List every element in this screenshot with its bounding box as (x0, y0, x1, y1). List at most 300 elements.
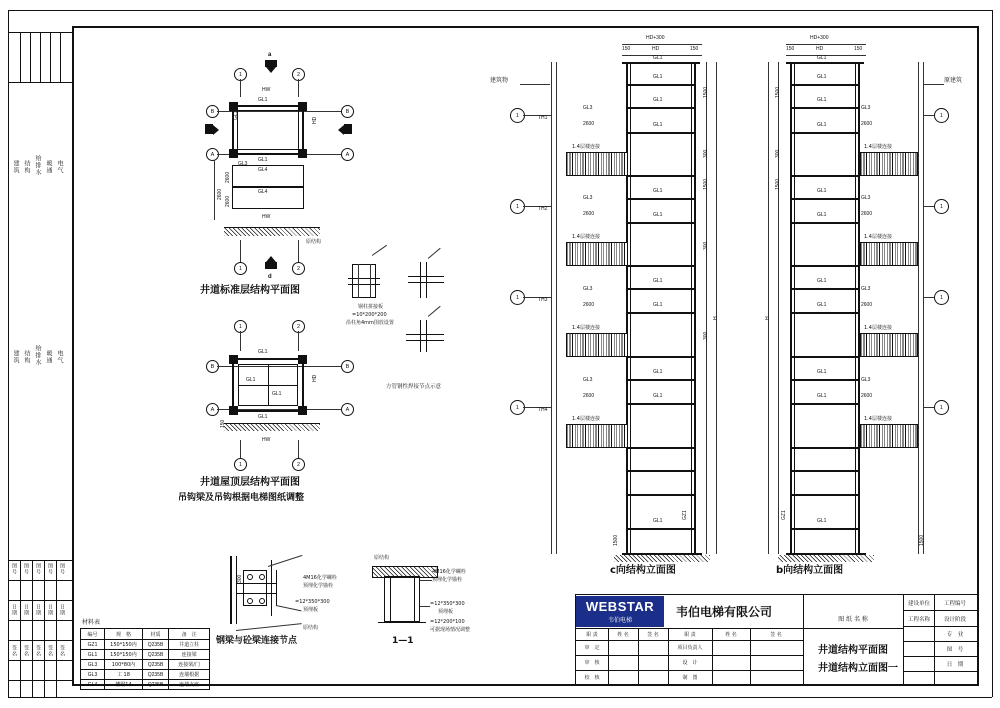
elevb-beam-16 (792, 528, 858, 530)
detail-11-title: 1—1 (392, 636, 414, 646)
joint-bolt-3 (259, 574, 265, 580)
elevc-dim-300c: 300 (703, 331, 709, 340)
staff-row1-role2: 设 计 (682, 660, 698, 666)
staff-row2-role: 校 核 (584, 675, 600, 681)
plan-roof-label-GL1-r: GL1 (272, 391, 282, 397)
left-bot-cell-d1: 图号 (47, 563, 53, 575)
detail-weld-v2 (426, 262, 427, 298)
roof-axis-bubble-B-r: B (341, 360, 354, 373)
tb-right-h3 (903, 656, 977, 657)
elevc-beam-1 (628, 84, 694, 86)
detail-splice-v2 (370, 264, 371, 298)
elevb-detail-bubble-2: 1 (934, 199, 949, 214)
elevb-dimchain-left2 (765, 62, 771, 554)
left-label-jiegou: 结构 (23, 160, 30, 174)
detail11-leader-2 (420, 606, 430, 607)
plan-std-dim-hw-top: HW (262, 87, 271, 93)
section-mark-b-label: b (206, 120, 210, 126)
left-bot-v1 (20, 560, 21, 697)
detail11-note-0: 原结构 (374, 555, 390, 561)
left-grid-v2 (30, 32, 31, 82)
axis-bubble-2-bottom: 2 (292, 262, 305, 275)
elevb-dim-top: HD+300 (810, 35, 829, 41)
material-table (80, 628, 210, 690)
elevc-landing-note-3: 1.4层楼连接 (572, 325, 600, 331)
elevc-beam-14 (628, 470, 694, 472)
section-mark-b-arrow (213, 125, 219, 135)
elevc-beam-label-16: GL1 (653, 518, 663, 524)
elevc-th1: TH1 (538, 115, 548, 121)
elevb-beam-3 (792, 132, 858, 134)
elevb-dim-top-line (786, 44, 866, 45)
elevc-column-label: GZ1 (682, 510, 688, 520)
elevc-wall-note: 建筑物 (490, 77, 509, 84)
joint-bolt-2 (247, 598, 253, 604)
detail-splice-note-0: 钢柱拼接板 (358, 304, 384, 310)
elevb-dim-base-1500: 1500 (919, 534, 925, 546)
right-field-2: 工程编号 (943, 600, 966, 607)
brand-en: WEBSTAR (585, 599, 655, 614)
cell-r0c1: 150*150内 (105, 640, 143, 650)
plan-std-dim-2600c: 2600 (225, 195, 231, 207)
elevb-dim-1500b: 1500 (775, 178, 781, 190)
elevc-dim-1500a: 1500 (703, 86, 709, 98)
axis-bubble-B-left: B (206, 105, 219, 118)
elevc-landing-2 (566, 242, 628, 266)
plan-column-1A (229, 149, 238, 158)
elevb-landing-2 (860, 242, 918, 266)
elevc-top-beam (622, 62, 700, 64)
col-header-2: 材质 (142, 629, 168, 640)
elevc-landing-4 (566, 424, 628, 448)
detail11-note-3: =12*350*300 (430, 601, 465, 607)
elevb-beam-8 (792, 288, 858, 290)
plan-roof-midbeam-v (268, 364, 269, 406)
elevb-dim-300a: 300 (775, 149, 781, 158)
axis-bubble-1-top: 1 (234, 68, 247, 81)
elevc-gl3-1: GL3 (583, 105, 593, 111)
left-label2-nuantong: 暖通 (45, 350, 52, 364)
cell-r4c1: 槽钢14 (105, 680, 143, 690)
drawing-name-label: 图 纸 名 称 (838, 615, 868, 623)
staff-header-1: 姓 名 (617, 632, 629, 638)
elevb-beam-11 (792, 379, 858, 381)
elevc-beam-12 (628, 403, 694, 405)
col-header-0: 编号 (81, 629, 105, 640)
elevc-th2: TH2 (538, 206, 548, 212)
left-bot-grid-4 (8, 640, 72, 641)
roof-axis-line-2-bot (298, 440, 299, 458)
elevb-bubble-leader-2 (923, 206, 934, 207)
left-bot-v4 (56, 560, 57, 697)
roof-column-1A (229, 406, 238, 415)
elevc-beam-10 (628, 356, 694, 358)
elevc-gl3-dim-4: 2600 (583, 393, 595, 399)
detail-splice-leader (372, 245, 387, 256)
elevc-landing-note-2: 1.4层楼连接 (572, 234, 600, 240)
left-grid-v1 (20, 32, 21, 82)
joint-note-2: =12*350*300 (295, 599, 330, 605)
joint-beam-end2 (271, 560, 272, 616)
elevb-beam-label-1: GL1 (817, 74, 827, 80)
elevb-gl3-1: GL3 (861, 105, 871, 111)
elevc-dim-1500b: 1500 (703, 178, 709, 190)
elevb-column-left-inner (794, 62, 795, 554)
elevb-detail-bubble-1: 1 (934, 108, 949, 123)
left-grid-v4 (50, 32, 51, 82)
cell-r2c3: 连接梁/门 (169, 660, 210, 670)
elevc-column-right (694, 62, 696, 554)
cell-r4c2: Q235B (142, 680, 168, 690)
right-field-4: 专 业 (946, 632, 964, 638)
detail-weld2-h1 (406, 334, 444, 335)
elevc-beam-label-12: GL1 (653, 393, 663, 399)
material-table-caption: 材料表 (82, 619, 101, 626)
table-row (81, 660, 210, 670)
table-row (81, 640, 210, 650)
elevc-detail-bubble-3: 1 (510, 290, 525, 305)
plan-std-note-original: 原结构 (306, 239, 322, 245)
detail-joint-title: 钢梁与砼梁连接节点 (216, 636, 298, 646)
right-field-0: 建设单位 (907, 600, 930, 607)
elevc-landing-1 (566, 152, 628, 176)
elevb-landing-note-1: 1.4层楼连接 (864, 144, 892, 150)
col-header-3: 备 注 (169, 629, 210, 640)
elevc-beam-3 (628, 132, 694, 134)
detail-splice-note-1: =10*200*200 (352, 312, 387, 318)
cell-r3c2: Q235B (142, 670, 168, 680)
detail-weld-leader-b (428, 306, 441, 317)
tb-right-h2 (903, 641, 977, 642)
elevb-beam-6 (792, 222, 858, 224)
elevb-column-left (790, 62, 792, 554)
elevb-gl3-3: GL3 (861, 286, 871, 292)
elevb-landing-note-4: 1.4层楼连接 (864, 416, 892, 422)
elevc-beam-7 (628, 265, 694, 267)
elevb-beam-label-8: GL1 (817, 278, 827, 284)
cell-r4c3: 连墙支座 (169, 680, 210, 690)
cell-r2c0: GL3 (81, 660, 105, 670)
detail-splice-line2 (348, 284, 380, 285)
left-label2-jianzhu: 建筑 (12, 350, 19, 364)
left-bot-cell-e1: 图号 (59, 563, 65, 575)
company-logo (576, 596, 664, 627)
elevb-beam-14 (792, 470, 858, 472)
elevb-gl3-dim-1: 2600 (861, 121, 873, 127)
joint-note-4: 原结构 (303, 625, 319, 631)
left-label-jianzhu: 建筑 (12, 160, 19, 174)
section-mark-a-arrow (266, 67, 276, 73)
elevc-dim-base-1500: 1500 (613, 534, 619, 546)
left-bot-cell-c3: 签名 (35, 645, 41, 657)
cell-r2c1: 100*80内 (105, 660, 143, 670)
elevb-wall-line (918, 62, 919, 554)
left-bot-cell-d2: 日期 (47, 604, 53, 616)
plan-std-ground-hatch (224, 228, 320, 236)
elevb-column-right (858, 62, 860, 554)
staff-header-2: 签 名 (647, 632, 659, 638)
elevc-dimchain-right2 (713, 62, 719, 554)
elevc-gl3-4: GL3 (583, 377, 593, 383)
elevb-beam-10 (792, 356, 858, 358)
joint-dim-300: 300 (237, 574, 243, 583)
elevb-beam-9 (792, 312, 858, 314)
plan-std-bay-1 (232, 165, 304, 187)
detail-splice-line1 (348, 278, 380, 279)
elevc-dim-300a: 300 (703, 149, 709, 158)
detail-splice-v1 (358, 264, 359, 298)
elevb-landing-note-2: 1.4层楼连接 (864, 234, 892, 240)
roof-axis-bubble-1-bot: 1 (234, 458, 247, 471)
roof-axis-line-2 (298, 331, 299, 351)
axis-bubble-A-left: A (206, 148, 219, 161)
cell-r0c2: Q235B (142, 640, 168, 650)
elevc-beam-16 (628, 528, 694, 530)
axis-bubble-A-right: A (341, 148, 354, 161)
elevb-dim-HD: HD (816, 46, 824, 52)
elevc-beam-6 (628, 222, 694, 224)
left-grid-v5 (60, 32, 61, 82)
left-label-nuantong: 暖通 (45, 160, 52, 174)
elevb-column-right-inner (855, 62, 856, 554)
cell-r1c3: 连接梁 (169, 650, 210, 660)
left-bot-grid-top (8, 560, 72, 561)
joint-beam-bot (236, 593, 276, 594)
elevc-beam-label-11: GL1 (653, 369, 663, 375)
tb-right-h1 (903, 626, 977, 627)
section-mark-d-arrow (266, 256, 276, 262)
staff-header-3: 职 责 (684, 632, 696, 638)
plan-standard-title: 井道标准层结构平面图 (200, 285, 300, 296)
detail-weld-h1 (408, 276, 444, 277)
elevc-th3: TH3 (538, 297, 548, 303)
right-field-1: 工程名称 (907, 616, 930, 623)
right-field-6: 日 期 (946, 662, 964, 668)
cell-r0c3: 井道立柱 (169, 640, 210, 650)
left-grid-mid (8, 82, 72, 83)
plan-std-bay-2 (232, 187, 304, 209)
detail11-v2 (414, 576, 415, 622)
table-row (81, 680, 210, 690)
sheet-title-main: 井道结构平面图 (818, 645, 888, 656)
elevc-beam-label-6: GL1 (653, 212, 663, 218)
elevc-beam-5 (628, 198, 694, 200)
roof-axis-bubble-2-bot: 2 (292, 458, 305, 471)
elevc-gl3-3: GL3 (583, 286, 593, 292)
left-bot-cell-b3: 签名 (23, 645, 29, 657)
elevc-ground-hatch (614, 555, 710, 562)
elevc-beam-label-3: GL1 (653, 122, 663, 128)
left-bot-cell-b1: 图号 (23, 563, 29, 575)
elevb-beam-15 (792, 494, 858, 496)
plan-roof-label-GL1-mid: GL1 (246, 377, 256, 383)
section-mark-a-box (265, 60, 277, 67)
left-bot-cell-c1: 图号 (35, 563, 41, 575)
left-bot-cell-a2: 日期 (11, 604, 17, 616)
left-label-dianqi: 电气 (56, 160, 63, 174)
roof-column-2A (298, 406, 307, 415)
elevb-detail-bubble-3: 1 (934, 290, 949, 305)
joint-note-0: 4M16化学螺栓 (303, 575, 337, 581)
elevb-beam-13 (792, 447, 858, 449)
left-bot-cell-e3: 签名 (59, 645, 65, 657)
roof-axis-line-1-bot (240, 440, 241, 458)
elevc-column-right-inner (691, 62, 692, 554)
elevc-detail-bubble-1: 1 (510, 108, 525, 123)
joint-wall-left (230, 556, 232, 624)
elevc-wall-leader (520, 84, 550, 85)
plan-std-label-GL1-top: GL1 (258, 97, 268, 103)
elevb-beam-5 (792, 198, 858, 200)
brand-cn: 韦伯电梯 (607, 617, 632, 624)
cell-r3c1: 工 18 (105, 670, 143, 680)
elevc-beam-2 (628, 107, 694, 109)
frame-inner-left (72, 26, 74, 686)
plan-std-label-GL1-bottom: GL1 (258, 157, 268, 163)
left-bot-v2 (32, 560, 33, 697)
joint-wall-left2 (236, 556, 237, 624)
roof-column-2B (298, 355, 307, 364)
left-bot-cell-a3: 签名 (11, 645, 17, 657)
plan-std-dim-hd: HD (312, 116, 318, 124)
joint-beam-end (276, 570, 277, 606)
elev-b-title: b向结构立面图 (776, 565, 844, 576)
roof-axis-bubble-B: B (206, 360, 219, 373)
section-mark-c-arrow (338, 125, 344, 135)
plan-column-2B (298, 102, 307, 111)
section-mark-d-label: d (268, 274, 272, 280)
elevc-dim-top: HD+300 (646, 35, 665, 41)
axis-line-2-top (298, 79, 299, 97)
elevb-gl3-4: GL3 (861, 377, 871, 383)
company-name: 韦伯电梯有限公司 (676, 605, 773, 619)
left-bot-grid-6 (8, 680, 72, 681)
joint-note-1: 预埋化学锚栓 (303, 583, 334, 589)
elevc-top-label-GL1: GL1 (653, 55, 663, 61)
elevb-bubble-leader-3 (923, 297, 934, 298)
elevb-wall-note: 原建筑 (944, 77, 963, 84)
staff-row0-role2: 项目负责人 (677, 645, 703, 651)
staff-row1-role: 审 核 (584, 660, 600, 666)
left-bot-grid-2 (8, 600, 72, 601)
detail-weld-v1 (420, 262, 421, 298)
elevb-top-beam (786, 62, 864, 64)
elevb-gl3-dim-4: 2600 (861, 393, 873, 399)
elevb-dim-150a: 150 (786, 46, 795, 52)
tb-right-h4 (903, 671, 977, 672)
plan-std-dimline-left (214, 160, 215, 220)
elevc-th4: TH4 (538, 407, 548, 413)
detail-weld2-h2 (406, 340, 444, 341)
elevc-detail-bubble-2: 1 (510, 199, 525, 214)
staff-header-4: 姓 名 (725, 632, 737, 638)
plan-std-label-GL1-left: GL1 (233, 110, 239, 120)
elevb-bubble-leader-1 (923, 115, 934, 116)
sheet-title-sub: 井道结构立面图一 (818, 663, 898, 674)
roof-axis-bubble-A-r: A (341, 403, 354, 416)
left-grid-v3 (40, 32, 41, 82)
cell-r1c0: GL1 (81, 650, 105, 660)
right-field-3: 设计阶段 (943, 616, 966, 623)
elevc-detail-bubble-4: 1 (510, 400, 525, 415)
elevb-wall-line2 (923, 62, 924, 554)
plan-roof-label-GL1-top: GL1 (258, 349, 268, 355)
elevc-wall-line (551, 62, 552, 554)
roof-axis-line-1 (240, 331, 241, 351)
elevc-gl3-dim-1: 2600 (583, 121, 595, 127)
plan-roof-dim-150: 150 (220, 419, 226, 428)
left-bot-v3 (44, 560, 45, 697)
plan-roof-title: 井道屋顶层结构平面图 (200, 477, 300, 488)
elevb-beam-4 (792, 175, 858, 177)
frame-outer-left (8, 10, 9, 697)
axis-line-1-top (240, 79, 241, 97)
cell-r4c0: GL4 (81, 680, 105, 690)
elevb-beam-label-12: GL1 (817, 393, 827, 399)
elevb-column-label: GZ1 (781, 510, 787, 520)
left-label2-dianqi: 电气 (56, 350, 63, 364)
elevb-detail-bubble-4: 1 (934, 400, 949, 415)
elevb-dim-150b: 150 (854, 46, 863, 52)
elevb-landing-1 (860, 152, 918, 176)
axis-bubble-B-right: B (341, 105, 354, 118)
joint-leader-3 (236, 623, 302, 631)
elevc-beam-4 (628, 175, 694, 177)
section-mark-d-box (265, 262, 277, 269)
joint-leader-2 (276, 605, 302, 611)
elevc-gl3-dim-2: 2600 (583, 211, 595, 217)
detail11-leader-1 (420, 580, 432, 581)
cell-r1c2: Q235B (142, 650, 168, 660)
section-mark-a-label: a (268, 52, 272, 58)
elevb-gl3-2: GL3 (861, 195, 871, 201)
left-bot-cell-a1: 图号 (11, 563, 17, 575)
right-field-5: 图 号 (946, 647, 964, 653)
section-mark-c-label: c (345, 120, 349, 126)
elev-c-title: c向结构立面图 (610, 565, 676, 576)
axis-bubble-1-bottom: 1 (234, 262, 247, 275)
elevb-overall-h: H (765, 316, 771, 320)
elevc-landing-note-4: 1.4层楼连接 (572, 416, 600, 422)
table-header-row (81, 629, 210, 640)
plan-std-dim-2600a: 2600 (217, 188, 223, 200)
table-row (81, 670, 210, 680)
detail-weld2-v2 (426, 320, 427, 352)
staff-row2-role2: 制 图 (682, 675, 698, 681)
cell-r0c0: GZ1 (81, 640, 105, 650)
elevb-wall-leader (924, 84, 944, 85)
elevb-beam-label-5: GL1 (817, 188, 827, 194)
roof-column-1B (229, 355, 238, 364)
left-bot-cell-e2: 日期 (59, 604, 65, 616)
elevc-gl3-2: GL3 (583, 195, 593, 201)
detail11-note-2: 预埋化学锚栓 (432, 577, 463, 583)
elevc-dim-top-line (622, 44, 702, 45)
elevb-beam-label-9: GL1 (817, 302, 827, 308)
elevb-dim-1500a: 1500 (775, 86, 781, 98)
roof-axis-bubble-A: A (206, 403, 219, 416)
plan-roof-dim-hw: HW (262, 437, 271, 443)
detail11-note-6: 可据现场情况调整 (430, 627, 471, 633)
tb-right-h0 (903, 610, 977, 611)
elevb-beam-label-3: GL1 (817, 122, 827, 128)
left-bot-grid-5 (8, 660, 72, 661)
elevc-dim-300b: 300 (703, 241, 709, 250)
left-bot-cell-b2: 日期 (23, 604, 29, 616)
elevc-column-left (626, 62, 628, 554)
elevb-gl3-dim-3: 2600 (861, 302, 873, 308)
plan-roof-dim-hd: HD (312, 374, 318, 382)
